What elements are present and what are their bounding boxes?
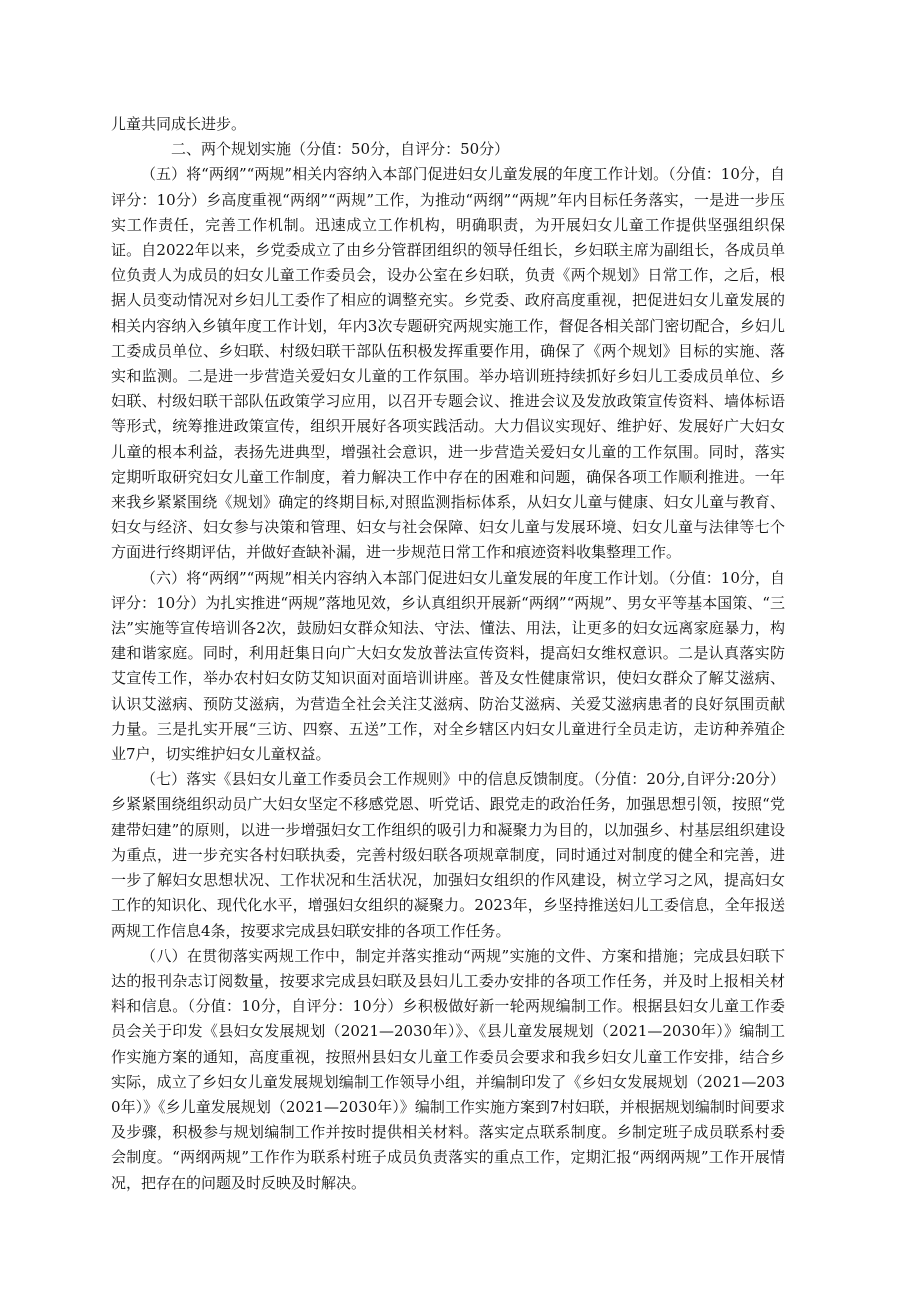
paragraph-item-5: （五）将“两纲”“两规”相关内容纳入本部门促进妇女儿童发展的年度工作计划。（分值：10分，自评分：10分）乡高度重视“两纲”“两规”工作，为推动“两纲”“两规”年内目标任务落实，一是进一步压实工作责任，完善工作机制。迅速成立工作机构，明确职责，为开展妇女儿童工作提供坚强组织保证。自2022年以来，乡党委成立了由乡分管群团组织的领导任组长，乡妇联主席为副组长，各成员单位负责人为成员的妇女儿童工作委员会，设办公室在乡妇联，负责《两个规划》日常工作，之后，根据人员变动情况对乡妇儿工委作了相应的调整充实。乡党委、政府高度重视，把促进妇女儿童发展的相关内容纳入乡镇年度工作计划，年内3次专题研究两规实施工作，督促各相关部门密切配合，乡妇儿工委成员单位、乡妇联、村级妇联干部队伍积极发挥重要作用，确保了《两个规划》目标的实施、落实和监测。二是进一步营造关爱妇女儿童的工作氛围。举办培训班持续抓好乡妇儿工委成员单位、乡妇联、村级妇联干部队伍政策学习应用，以召开专题会议、推进会议及发放政策宣传资料、墙体标语等形式，统筹推进政策宣传，组织开展好各项实践活动。大力倡议实现好、维护好、发展好广大妇女儿童的根本利益，表扬先进典型，增强社会意识，进一步营造关爱妇女儿童的工作氛围。同时，落实定期听取研究妇女儿童工作制度，着力解决工作中存在的困难和问题，确保各项工作顺利推进。一年来我乡紧紧围绕《规划》确定的终期目标,对照监测指标体系，从妇女儿童与健康、妇女儿童与教育、妇女与经济、妇女参与决策和管理、妇女与社会保障、妇女儿童与发展环境、妇女儿童与法律等七个方面进行终期评估，并做好查缺补漏，进一步规范日常工作和痕迹资料收集整理工作。 [111,165,785,562]
paragraph-item-7: （七）落实《县妇女儿童工作委员会工作规则》中的信息反馈制度。（分值：20分,自评分:20分）乡紧紧围绕组织动员广大妇女坚定不移感党恩、听党话、跟党走的政治任务，加强思想引领，按照“党建带妇建”的原则，以进一步增强妇女工作组织的吸引力和凝聚力为目的，以加强乡、村基层组织建设为重点，进一步充实各村妇联执委，完善村级妇联各项规章制度，同时通过对制度的健全和完善，进一步了解妇女思想状况、工作状况和生活状况，加强妇女组织的作风建设，树立学习之风，提高妇女工作的知识化、现代化水平，增强妇女组织的凝聚力。2023年，乡坚持推送妇儿工委信息，全年报送两规工作信息4条，按要求完成县妇联安排的各项工作任务。 [111,770,785,940]
section-heading: 二、两个规划实施（分值：50分，自评分：50分） [171,140,510,159]
paragraph-item-6: （六）将“两纲”“两规”相关内容纳入本部门促进妇女儿童发展的年度工作计划。（分值：10分，自评分：10分）为扎实推进“两规”落地见效，乡认真组织开展新“两纲”“两规”、男女平等基本国策、“三法”实施等宣传培训各2次，鼓励妇女群众知法、守法、懂法、用法，让更多的妇女远离家庭暴力，构建和谐家庭。同时，利用赶集日向广大妇女发放普法宣传资料，提高妇女维权意识。二是认真落实防艾宣传工作，举办农村妇女防艾知识面对面培训讲座。普及女性健康常识，使妇女群众了解艾滋病、认识艾滋病、预防艾滋病，为营造全社会关注艾滋病、防治艾滋病、关爱艾滋病患者的良好氛围贡献力量。三是扎实开展“三访、四察、五送”工作，对全乡辖区内妇女儿童进行全员走访，走访种养殖企业7户，切实维护妇女儿童权益。 [111,568,785,764]
document-page [111,112,785,1196]
paragraph-continuation: 儿童共同成长进步。 [111,115,247,133]
paragraph-item-8: （八）在贯彻落实两规工作中，制定并落实推动“两规”实施的文件、方案和措施；完成县妇联下达的报刊杂志订阅数量，按要求完成县妇联及县妇儿工委办安排的各项工作任务，并及时上报相关材料和信息。（分值：10分，自评分：10分）乡积极做好新一轮两规编制工作。根据县妇女儿童工作委员会关于印发《县妇女发展规划（2021—2030年）》、《县儿童发展规划（2021—2030年）》编制工作实施方案的通知，高度重视，按照州县妇女儿童工作委员会要求和我乡妇女儿童工作安排，结合乡实际，成立了乡妇女儿童发展规划编制工作领导小组，并编制印发了《乡妇女发展规划（2021—2030年）》《乡儿童发展规划（2021—2030年）》编制工作实施方案到7村妇联，并根据规划编制时间要求及步骤，积极参与规划编制工作并按时提供相关材料。落实定点联系制度。乡制定班子成员联系村委会制度。“两纲两规”工作作为联系村班子成员负责落实的重点工作，定期汇报“两纲两规”工作开展情况，把存在的问题及时反映及时解决。 [111,946,785,1192]
